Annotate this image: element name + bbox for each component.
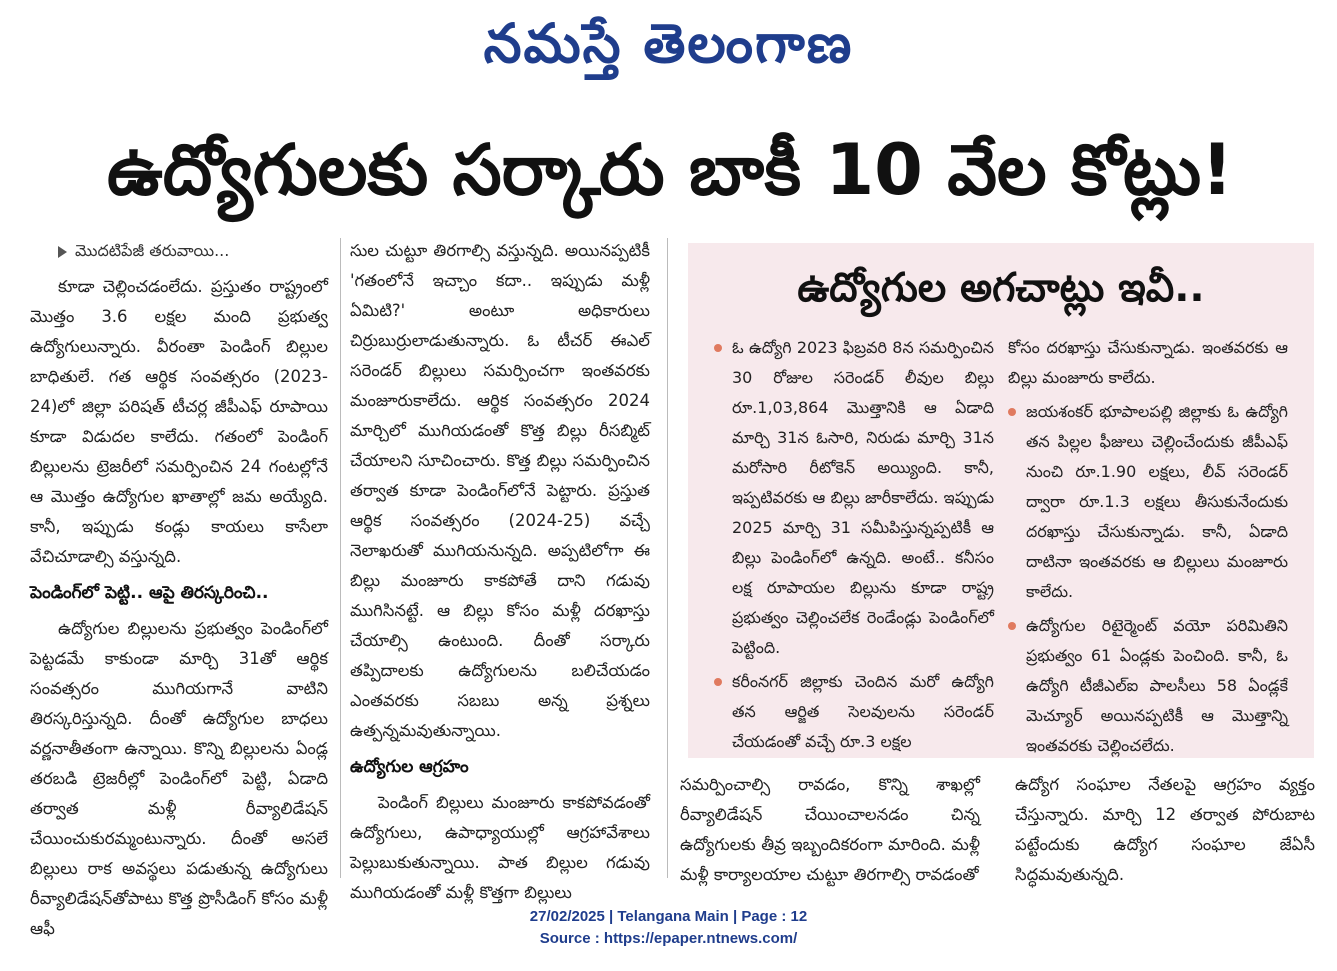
paragraph: సమర్పించాల్సి రావడం, కొన్ని శాఖల్లో రీవ్యాలిడేషన్ చేయించాలనడం చిన్న ఉద్యోగులకు తీవ్ర ఇబ్బందికరంగా మారింది. మళ్లీ మళ్లీ కార్యాలయాల చుట్టూ తిరగాల్సి రావడంతో bbox=[680, 775, 980, 884]
box-column-2 bbox=[1008, 333, 1288, 765]
headline: ఉద్యోగులకు సర్కారు బాకీ 10 వేల కోట్లు! bbox=[106, 129, 1234, 211]
bullet-item bbox=[1008, 611, 1288, 761]
column-divider bbox=[340, 238, 341, 878]
paragraph: సుల చుట్టూ తిరగాల్సి వస్తున్నది. అయినప్పటికీ 'గతంలోనే ఇచ్చాం కదా.. ఇప్పుడు మళ్లీ ఏమిటి?' అంటూ అధికారులు చిర్రుబుర్రులాడుతున్నారు. ఓ టీచర్ ఈఎల్ సరెండర్ బిల్లులు సమర్పించగా ఇంతవరకు మంజూరుకాలేదు. ఆర్థిక సంవత్సరం 2024 మార్చిలో ముగియడంతో కొత్త బిల్లు రీసబ్మిట్ చేయాలని సూచించారు. కొత్త బిల్లు సమర్పించిన తర్వాత కూడా పెండింగ్‌లోనే పెట్టారు. ప్రస్తుత ఆర్థిక సంవత్సరం (2024-25) వచ్చే నెలాఖరుతో ముగియనున్నది. అప్పటిలోగా ఈ బిల్లు మంజూరు కాకపోతే దాని గడువు ముగిసినట్టే. ఆ బిల్లు కోసం మళ్లీ దరఖాస్తు చేయాల్సి ఉంటుంది. దీంతో సర్కారు తప్పిదాలకు ఉద్యోగులను బలిచేయడం ఎంతవరకు సబబు అన్న ప్రశ్నలు ఉత్పన్నమవుతున్నాయి. bbox=[350, 241, 650, 740]
box-column-1 bbox=[714, 333, 994, 761]
bullet-item bbox=[1008, 397, 1288, 607]
continued-kicker bbox=[30, 236, 328, 266]
article-column-middle bbox=[350, 236, 650, 914]
sidebar-box bbox=[688, 243, 1314, 758]
subheading: ఉద్యోగుల ఆగ్రహం bbox=[350, 757, 469, 777]
bullet-text: ఉద్యోగుల రిటైర్మెంట్ వయో పరిమితిని ప్రభుత్వం 61 ఏండ్లకు పెంచింది. కానీ, ఓ ఉద్యోగి టీజీఎల్ఐ పాలసీలు 58 ఏండ్లకే మెచ్యూర్ అయినప్పటికీ ఆ మొత్తాన్ని ఇంతవరకు చెల్లించలేదు. bbox=[1026, 616, 1288, 755]
column-divider bbox=[667, 238, 668, 878]
bullet-item bbox=[714, 667, 994, 757]
article-column-bottom-right bbox=[1015, 770, 1315, 896]
continued-text: కోసం దరఖాస్తు చేసుకున్నాడు. ఇంతవరకు ఆ బిల్లు మంజూరు కాలేదు. bbox=[1008, 338, 1288, 387]
bullet-text: జయశంకర్ భూపాలపల్లి జిల్లాకు ఓ ఉద్యోగి తన పిల్లల ఫీజులు చెల్లించేందుకు జీపీఎఫ్ నుంచి రూ.1.90 లక్షలు, లీవ్ సరెండర్ ద్వారా రూ.1.3 లక్షలు తీసుకునేందుకు దరఖాస్తు చేసుకున్నాడు. కానీ, ఏడాది దాటినా ఇంతవరకు ఆ బిల్లులు మంజూరు కాలేదు. bbox=[1026, 402, 1288, 601]
paragraph: కూడా చెల్లించడంలేదు. ప్రస్తుతం రాష్ట్రంలో మొత్తం 3.6 లక్షల మంది ప్రభుత్వ ఉద్యోగులున్నారు. వీరంతా పెండింగ్ బిల్లుల బాధితులే. గత ఆర్థిక సంవత్సరం (2023-24)లో జిల్లా పరిషత్ టీచర్ల జీపీఎఫ్ రూపాయి కూడా విడుదల కాలేదు. గతంలో పెండింగ్ బిల్లులను ట్రెజరీలో సమర్పించిన 24 గంటల్లోనే ఆ మొత్తం ఉద్యోగుల ఖాతాల్లో జమ అయ్యేది. కానీ, ఇప్పుడు కండ్లు కాయలు కాసేలా వేచిచూడాల్సి వస్తున్నది. bbox=[30, 277, 328, 566]
article-column-bottom-left bbox=[680, 770, 980, 896]
page-footer bbox=[0, 906, 1337, 950]
bullet-text: ఓ ఉద్యోగి 2023 ఫిబ్రవరి 8న సమర్పించిన 30 రోజుల సరెండర్ లీవుల బిల్లు రూ.1,03,864 మొత్తానికి ఆ ఏడాది మార్చి 31న ఓసారి, నిరుడు మార్చి 31న మరోసారి రీటోకెన్ అయ్యింది. కానీ, ఇప్పటివరకు ఆ బిల్లు జారీకాలేదు. ఇప్పుడు 2025 మార్చి 31 సమీపిస్తున్నప్పటికీ ఆ బిల్లు పెండింగ్‌లో ఉన్నది. అంటే.. కనీసం లక్ష రూపాయల బిల్లును కూడా రాష్ట్ర ప్రభుత్వం చెల్లించలేక రెండేండ్లు పెండింగ్‌లో పెట్టింది. bbox=[732, 338, 994, 657]
bullet-text: కరీంనగర్ జిల్లాకు చెందిన మరో ఉద్యోగి తన ఆర్జిత సెలవులను సరెండర్ చేయడంతో వచ్చే రూ.3 లక్షల bbox=[732, 672, 994, 751]
footer-source-link[interactable]: Source : https://epaper.ntnews.com/ bbox=[539, 930, 798, 947]
bullet-icon bbox=[714, 344, 722, 352]
footer-date-line: 27/02/2025 | Telangana Main | Page : 12 bbox=[529, 908, 808, 925]
kicker-text: మొదటిపేజీ తరువాయి... bbox=[75, 241, 230, 260]
paragraph: ఉద్యోగుల బిల్లులను ప్రభుత్వం పెండింగ్‌లో పెట్టడమే కాకుండా మార్చి 31తో ఆర్థిక సంవత్సరం ముగియగానే వాటిని తిరస్కరిస్తున్నది. దీంతో ఉద్యోగుల బాధలు వర్ణనాతీతంగా ఉన్నాయి. కొన్ని బిల్లులను ఏండ్ల తరబడి ట్రెజరీల్లో పెండింగ్‌లో పెట్టి, ఏడాది తర్వాత మళ్లీ రీవ్యాలిడేషన్ చేయించుకురమ్మంటున్నారు. దీంతో అసలే బిల్లులు రాక అవస్థలు పడుతున్న ఉద్యోగులు రీవ్యాలిడేషన్‌తోపాటు కొత్త ప్రొసీడింగ్ కోసం మళ్లీ ఆఫీ bbox=[30, 619, 328, 938]
bullet-icon bbox=[714, 678, 722, 686]
bullet-icon bbox=[1008, 408, 1016, 416]
article-column-left bbox=[30, 236, 328, 950]
masthead-logo: నమస్తే తెలంగాణ bbox=[483, 11, 854, 75]
paragraph: ఉద్యోగ సంఘాల నేతలపై ఆగ్రహం వ్యక్తం చేస్తున్నారు. మార్చి 12 తర్వాత పోరుబాట పట్టేందుకు ఉద్యోగ సంఘాల జేఏసీ సిద్ధమవుతున్నది. bbox=[1015, 775, 1315, 884]
box-title: ఉద్యోగుల అగచాట్లు ఇవీ.. bbox=[797, 265, 1205, 311]
triangle-icon bbox=[58, 246, 67, 258]
bullet-icon bbox=[1008, 622, 1016, 630]
bullet-item bbox=[714, 333, 994, 663]
paragraph: పెండింగ్ బిల్లులు మంజూరు కాకపోవడంతో ఉద్యోగులు, ఉపాధ్యాయుల్లో ఆగ్రహావేశాలు పెల్లుబుకుతున్నాయి. పాత బిల్లుల గడువు ముగియడంతో మళ్లీ కొత్తగా బిల్లులు bbox=[350, 793, 650, 902]
subheading: పెండింగ్‌లో పెట్టి.. ఆపై తిరస్కరించి.. bbox=[30, 583, 269, 603]
